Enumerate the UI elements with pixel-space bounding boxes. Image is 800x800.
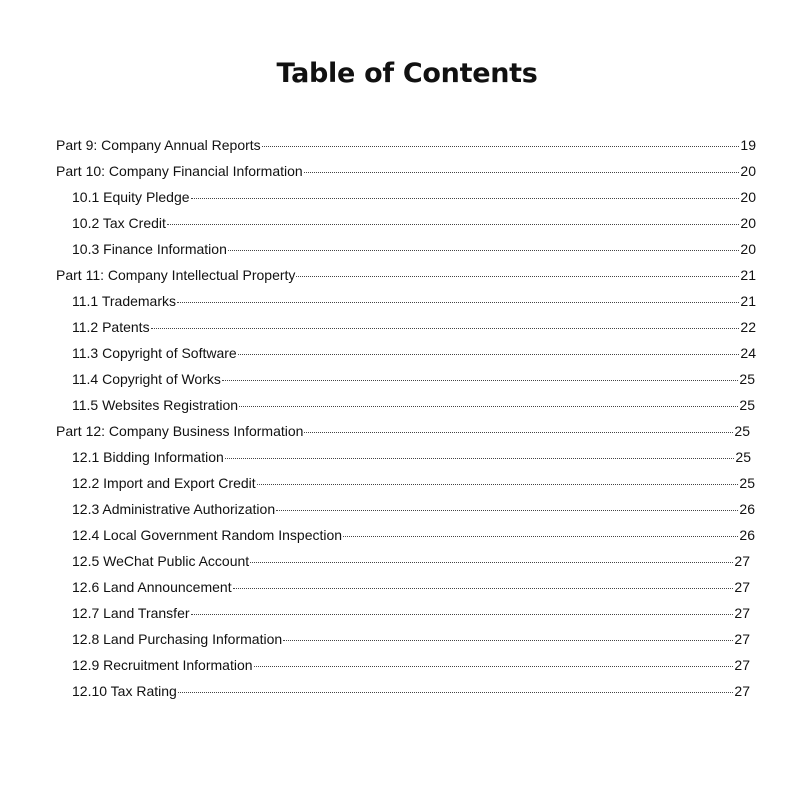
toc-entry-12-9[interactable] (0, 654, 800, 680)
toc-entry-page-number[interactable]: 20 (740, 215, 756, 231)
dot-leader (233, 588, 734, 589)
toc-entry-page-number[interactable]: 26 (739, 501, 755, 517)
dot-leader (167, 224, 740, 225)
toc-entry-label[interactable]: Part 12: Company Business Information (56, 423, 304, 439)
dot-leader (191, 198, 740, 199)
dot-leader (262, 146, 740, 147)
toc-entry-12-4[interactable] (0, 524, 800, 550)
dot-leader (296, 276, 739, 277)
dot-leader (250, 562, 733, 563)
toc-entry-label[interactable]: 12.9 Recruitment Information (72, 657, 253, 673)
toc-entry-page-number[interactable]: 27 (734, 605, 750, 621)
toc-entry-label[interactable]: 12.10 Tax Rating (72, 683, 177, 699)
toc-entry-label[interactable]: 11.5 Websites Registration (72, 397, 239, 413)
toc-entry-label[interactable]: 12.2 Import and Export Credit (72, 475, 256, 491)
toc-entry-page-number[interactable]: 27 (734, 657, 750, 673)
toc-entry-page-number[interactable]: 27 (734, 579, 750, 595)
dot-leader (238, 354, 740, 355)
toc-entry-page-number[interactable]: 25 (735, 449, 751, 465)
toc-entry-page-number[interactable]: 22 (740, 319, 756, 335)
dot-leader (276, 510, 738, 511)
toc-entry-11-4[interactable] (0, 368, 800, 394)
dot-leader (254, 666, 734, 667)
toc-entry-part-12[interactable] (0, 420, 800, 446)
toc-entry-11-3[interactable] (0, 342, 800, 368)
toc-entry-page-number[interactable]: 25 (739, 371, 755, 387)
dot-leader (225, 458, 735, 459)
toc-entry-page-number[interactable]: 20 (740, 189, 756, 205)
dot-leader (257, 484, 739, 485)
toc-entry-10-3[interactable] (0, 238, 800, 264)
toc-entry-label[interactable]: 10.3 Finance Information (72, 241, 227, 257)
toc-entry-page-number[interactable]: 21 (740, 267, 756, 283)
toc-entry-label[interactable]: 11.4 Copyright of Works (72, 371, 221, 387)
toc-entry-page-number[interactable]: 20 (740, 241, 756, 257)
dot-leader (151, 328, 740, 329)
dot-leader (178, 692, 734, 693)
toc-entry-label[interactable]: 12.8 Land Purchasing Information (72, 631, 283, 647)
dot-leader (177, 302, 739, 303)
toc-entry-part-10[interactable] (0, 160, 800, 186)
dot-leader (239, 406, 738, 407)
toc-entry-page-number[interactable]: 25 (739, 397, 755, 413)
toc-entry-page-number[interactable]: 20 (740, 163, 756, 179)
toc-entry-10-2[interactable] (0, 212, 800, 238)
toc-entry-label[interactable]: 12.1 Bidding Information (72, 449, 224, 465)
toc-entry-part-11[interactable] (0, 264, 800, 290)
toc-entry-page-number[interactable]: 27 (734, 683, 750, 699)
toc-entry-label[interactable]: 12.6 Land Announcement (72, 579, 232, 595)
toc-entry-page-number[interactable]: 25 (734, 423, 750, 439)
toc-entry-12-3[interactable] (0, 498, 800, 524)
toc-entry-11-5[interactable] (0, 394, 800, 420)
toc-entry-label[interactable]: 12.7 Land Transfer (72, 605, 190, 621)
dot-leader (191, 614, 734, 615)
dot-leader (304, 172, 740, 173)
dot-leader (283, 640, 733, 641)
toc-entry-label[interactable]: 10.1 Equity Pledge (72, 189, 190, 205)
toc-entry-page-number[interactable]: 27 (734, 631, 750, 647)
toc-list (0, 134, 800, 706)
toc-entry-page-number[interactable]: 25 (739, 475, 755, 491)
dot-leader (304, 432, 733, 433)
page-title: Table of Contents (276, 58, 538, 89)
toc-entry-12-2[interactable] (0, 472, 800, 498)
toc-entry-label[interactable]: Part 10: Company Financial Information (56, 163, 303, 179)
toc-entry-11-2[interactable] (0, 316, 800, 342)
toc-entry-part-9[interactable] (0, 134, 800, 160)
toc-entry-11-1[interactable] (0, 290, 800, 316)
toc-entry-label[interactable]: 11.2 Patents (72, 319, 150, 335)
toc-entry-label[interactable]: Part 9: Company Annual Reports (56, 137, 261, 153)
dot-leader (228, 250, 740, 251)
toc-entry-10-1[interactable] (0, 186, 800, 212)
toc-entry-12-10[interactable] (0, 680, 800, 706)
toc-entry-page-number[interactable]: 21 (740, 293, 756, 309)
dot-leader (222, 380, 739, 381)
toc-entry-12-7[interactable] (0, 602, 800, 628)
toc-entry-label[interactable]: 12.4 Local Government Random Inspection (72, 527, 343, 543)
toc-entry-12-8[interactable] (0, 628, 800, 654)
toc-entry-12-6[interactable] (0, 576, 800, 602)
toc-entry-page-number[interactable]: 24 (740, 345, 756, 361)
toc-entry-page-number[interactable]: 27 (734, 553, 750, 569)
toc-entry-page-number[interactable]: 26 (739, 527, 755, 543)
toc-entry-label[interactable]: Part 11: Company Intellectual Property (56, 267, 296, 283)
dot-leader (343, 536, 738, 537)
toc-entry-label[interactable]: 11.1 Trademarks (72, 293, 177, 309)
toc-entry-label[interactable]: 11.3 Copyright of Software (72, 345, 237, 361)
toc-entry-12-5[interactable] (0, 550, 800, 576)
toc-entry-page-number[interactable]: 19 (740, 137, 756, 153)
toc-entry-12-1[interactable] (0, 446, 800, 472)
toc-entry-label[interactable]: 12.3 Administrative Authorization (72, 501, 276, 517)
toc-entry-label[interactable]: 10.2 Tax Credit (72, 215, 166, 231)
toc-entry-label[interactable]: 12.5 WeChat Public Account (72, 553, 250, 569)
